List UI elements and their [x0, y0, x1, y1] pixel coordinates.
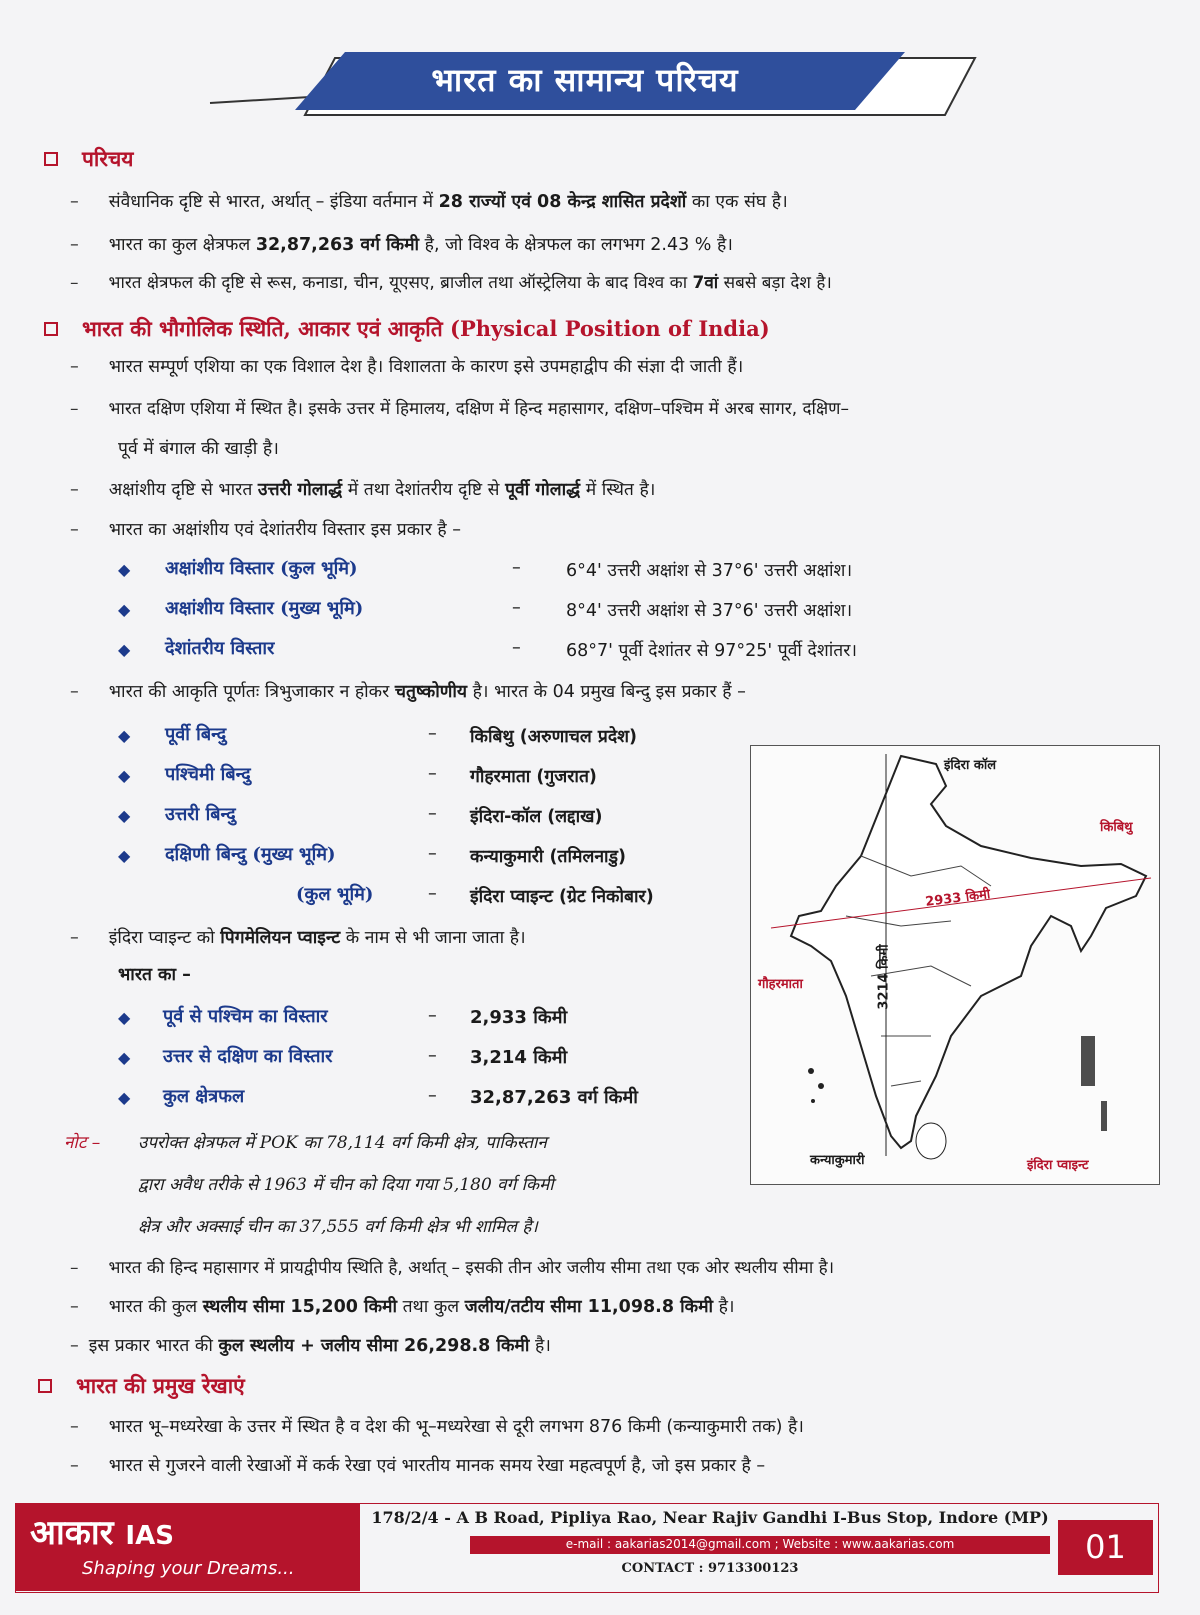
bold-text: उत्तरी गोलार्द्ध	[257, 480, 343, 500]
dash: –	[70, 399, 79, 419]
india-map	[750, 745, 1160, 1185]
geo-line-6	[70, 926, 526, 950]
bold-text: कुल स्थलीय + जलीय सीमा 26,298.8 किमी	[218, 1336, 530, 1356]
note-label: नोट –	[64, 1133, 101, 1153]
dim-sep: –	[428, 1086, 437, 1106]
point-sub-label: (कुल भूमि)	[296, 884, 374, 905]
extent-item	[118, 640, 130, 660]
intro-line-2	[70, 233, 733, 257]
point-sep: –	[428, 804, 437, 824]
text: भारत की आकृति पूर्णतः त्रिभुजाकार न होकर	[108, 682, 395, 702]
text: तथा कुल	[397, 1297, 465, 1317]
point-value	[470, 724, 637, 748]
text: में स्थित है।	[580, 480, 656, 500]
geo-line-5	[70, 680, 746, 704]
dash: –	[70, 480, 79, 500]
sri-lanka	[916, 1123, 946, 1159]
extent-label: अक्षांशीय विस्तार (कुल भूमि)	[165, 558, 358, 579]
text: संवैधानिक दृष्टि से भारत, अर्थात् – इंडिया वर्तमान में	[108, 192, 439, 212]
extent-label: देशांतरीय विस्तार	[165, 638, 275, 659]
heading-text: भारत की भौगोलिक स्थिति, आकार एवं आकृति	[82, 316, 443, 341]
geo-line-9	[70, 1295, 735, 1319]
extent-sep: –	[512, 638, 521, 658]
diamond-bullet-icon: ◆	[118, 560, 131, 579]
diamond-bullet-icon: ◆	[118, 1008, 131, 1027]
intro-line-1	[70, 190, 788, 214]
dim-sep: –	[428, 1046, 437, 1066]
point-label: पश्चिमी बिन्दु	[165, 764, 251, 785]
geo-line-2	[70, 397, 849, 421]
dim-label: कुल क्षेत्रफल	[163, 1086, 245, 1107]
text: भारत की कुल	[108, 1297, 203, 1317]
geo-line-10	[70, 1334, 551, 1358]
point-sep: –	[428, 844, 437, 864]
text: के नाम से भी जाना जाता है।	[340, 928, 526, 948]
note-line-1: उपरोक्त क्षेत्रफल में POK का 78,114 वर्ग किमी क्षेत्र, पाकिस्तान	[138, 1133, 547, 1153]
dim-label: उत्तर से दक्षिण का विस्तार	[163, 1046, 333, 1067]
point-value	[470, 884, 654, 908]
dim-sep: –	[428, 1006, 437, 1026]
intro-line-3	[70, 271, 832, 295]
map-label-indira-point: इंदिरा प्वाइन्ट	[1027, 1158, 1089, 1173]
extent-value: 68°7' पूर्वी देशांतर से 97°25' पूर्वी देशांतर।	[566, 641, 858, 661]
heading-english: (Physical Position of India)	[450, 316, 770, 341]
dash: –	[70, 1456, 79, 1476]
map-ew-distance: 2933 किमी	[924, 887, 992, 910]
footer-email-website: e-mail : aakarias2014@gmail.com ; Website : www.aakarias.com	[565, 1537, 955, 1551]
diamond-bullet-icon: ◆	[118, 806, 131, 825]
point-label: पूर्वी बिन्दु	[165, 724, 227, 745]
extent-value: 6°4' उत्तरी अक्षांश से 37°6' उत्तरी अक्षांश।	[566, 561, 853, 581]
text: भारत की हिन्द महासागर में प्रायद्वीपीय स्थिति है, अर्थात् – इसकी तीन ओर जलीय सीमा तथा एक ओर स्थलीय सीमा है।	[108, 1258, 835, 1278]
text: इस प्रकार भारत की	[88, 1336, 219, 1356]
diamond-bullet-icon: ◆	[118, 1048, 131, 1067]
diamond-bullet-icon: ◆	[118, 1088, 131, 1107]
text: भारत का कुल क्षेत्रफल	[108, 235, 256, 255]
text: में तथा देशांतरीय दृष्टि से	[342, 480, 506, 500]
logo-suffix: IAS	[125, 1521, 174, 1551]
extent-sep: –	[512, 558, 521, 578]
india-map-drawing	[751, 746, 1159, 1184]
lakshadweep	[818, 1083, 824, 1089]
text: है, जो विश्व के क्षेत्रफल का लगभग 2.43 % है।	[419, 235, 733, 255]
dash: –	[70, 682, 79, 702]
bold-text: पिगमेलियन प्वाइन्ट	[220, 928, 341, 948]
diamond-bullet-icon: ◆	[118, 600, 131, 619]
dim-item	[118, 1048, 130, 1068]
map-label-south: कन्याकुमारी	[810, 1153, 865, 1168]
text: है।	[713, 1297, 735, 1317]
andaman-islands	[1081, 1036, 1095, 1086]
bold-text: चतुष्कोणीय	[394, 682, 468, 702]
geo-line-7: भारत का –	[118, 965, 191, 985]
text: है। भारत के 04 प्रमुख बिन्दु इस प्रकार हैं –	[467, 682, 746, 702]
dim-label: पूर्व से पश्चिम का विस्तार	[163, 1006, 328, 1027]
text: इंदिरा प्वाइन्ट (ग्रेट निकोबार)	[470, 887, 654, 907]
dash: –	[70, 520, 79, 540]
dim-item	[118, 1088, 130, 1108]
diamond-bullet-icon: ◆	[118, 640, 131, 659]
point-sep: –	[428, 764, 437, 784]
diamond-bullet-icon: ◆	[118, 846, 131, 865]
dim-value: 32,87,263 वर्ग किमी	[470, 1087, 638, 1108]
text: भारत भू–मध्यरेखा के उत्तर में स्थित है व देश की भू–मध्यरेखा से दूरी लगभग 876 किमी (कन्याकुमारी तक) है।	[108, 1417, 804, 1437]
tagline: Shaping your Dreams...	[82, 1558, 295, 1579]
checkbox-icon	[44, 152, 58, 166]
text: किबिथु (अरुणाचल प्रदेश)	[470, 727, 638, 747]
text: अक्षांशीय दृष्टि से भारत	[108, 480, 258, 500]
text: इंदिरा प्वाइन्ट को	[108, 928, 221, 948]
checkbox-icon	[44, 322, 58, 336]
dim-item	[118, 1008, 130, 1028]
india-outline	[791, 756, 1146, 1148]
point-sep: –	[428, 884, 437, 904]
bold-text: जलीय/तटीय सीमा 11,098.8 किमी	[464, 1297, 714, 1317]
point-label: दक्षिणी बिन्दु (मुख्य भूमि)	[165, 844, 336, 865]
footer-address: 178/2/4 - A B Road, Pipliya Rao, Near Rajiv Gandhi I-Bus Stop, Indore (MP)	[371, 1508, 1049, 1527]
dash: –	[70, 1417, 79, 1437]
text: भारत दक्षिण एशिया में स्थित है। इसके उत्तर में हिमालय, दक्षिण में हिन्द महासागर, दक्षिण–पश्चिम में अरब सागर, दक्षिण–	[108, 399, 849, 419]
dash: –	[70, 1258, 79, 1278]
lakshadweep	[811, 1099, 815, 1103]
dash: –	[70, 1297, 79, 1317]
text: भारत का अक्षांशीय एवं देशांतरीय विस्तार इस प्रकार है –	[108, 520, 462, 540]
point-item	[118, 806, 130, 826]
map-label-north: इंदिरा कॉल	[944, 758, 997, 773]
geo-line-3	[70, 478, 655, 502]
bold-text: 7वां	[692, 273, 719, 293]
geo-line-4	[70, 518, 461, 542]
geo-line-2b: पूर्व में बंगाल की खाड़ी है।	[118, 439, 279, 459]
geo-line-1	[70, 355, 743, 379]
logo	[30, 1508, 174, 1554]
dash: –	[70, 357, 79, 377]
page-number: 01	[1058, 1520, 1153, 1575]
text: है।	[529, 1336, 551, 1356]
text: का एक संघ है।	[686, 192, 788, 212]
map-label-east: किबिथु	[1100, 820, 1133, 835]
point-item	[118, 766, 130, 786]
heading-text: परिचय	[82, 146, 134, 171]
page-title: भारत का सामान्य परिचय	[431, 61, 739, 99]
map-label-west: गौहरमाता	[758, 977, 803, 992]
map-ns-distance: 3214 किमी	[876, 944, 892, 1010]
footer-contact: CONTACT : 9713300123	[621, 1561, 799, 1576]
text: भारत क्षेत्रफल की दृष्टि से रूस, कनाडा, चीन, यूएसए, ब्राजील तथा ऑस्ट्रेलिया के बाद विश्व का	[108, 273, 693, 293]
dim-value: 2,933 किमी	[470, 1007, 568, 1028]
heading-text: भारत की प्रमुख रेखाएं	[76, 1373, 245, 1398]
logo-text: आकार	[30, 1513, 114, 1553]
dash: –	[70, 192, 79, 212]
geo-line-8	[70, 1256, 834, 1280]
bold-text: पूर्वी गोलार्द्ध	[505, 480, 581, 500]
point-item	[118, 726, 130, 746]
checkbox-icon	[38, 1379, 52, 1393]
bold-text: स्थलीय सीमा 15,200 किमी	[202, 1297, 398, 1317]
point-value	[470, 764, 597, 788]
text: सबसे बड़ा देश है।	[718, 273, 832, 293]
point-sep: –	[428, 724, 437, 744]
text: इंदिरा-कॉल (लद्दाख)	[470, 807, 603, 827]
extent-sep: –	[512, 598, 521, 618]
point-item	[118, 846, 130, 866]
section-heading-intro	[44, 145, 133, 173]
extent-value: 8°4' उत्तरी अक्षांश से 37°6' उत्तरी अक्षांश।	[566, 601, 853, 621]
lines-line-1	[70, 1415, 804, 1439]
nicobar-islands	[1101, 1101, 1107, 1131]
diamond-bullet-icon: ◆	[118, 766, 131, 785]
extent-label: अक्षांशीय विस्तार (मुख्य भूमि)	[165, 598, 364, 619]
text: कन्याकुमारी (तमिलनाडु)	[470, 847, 626, 867]
point-value	[470, 804, 602, 828]
extent-item	[118, 600, 130, 620]
section-heading-geo	[44, 315, 770, 343]
dash: –	[70, 1336, 79, 1356]
extent-item	[118, 560, 130, 580]
dim-value: 3,214 किमी	[470, 1047, 568, 1068]
point-label: उत्तरी बिन्दु	[165, 804, 236, 825]
text: गौहरमाता (गुजरात)	[470, 767, 597, 787]
dash: –	[70, 235, 79, 255]
bold-text: 32,87,263 वर्ग किमी	[255, 235, 420, 255]
dash: –	[70, 273, 79, 293]
bold-text: 28 राज्यों एवं 08 केन्द्र शासित प्रदेशों	[438, 192, 687, 212]
text: भारत से गुजरने वाली रेखाओं में कर्क रेखा एवं भारतीय मानक समय रेखा महत्वपूर्ण है, जो इस प्रकार है –	[108, 1456, 766, 1476]
point-value	[470, 844, 626, 868]
note-line-3: क्षेत्र और अक्साई चीन का 37,555 वर्ग किमी क्षेत्र भी शामिल है।	[138, 1217, 538, 1237]
text: भारत सम्पूर्ण एशिया का एक विशाल देश है। विशालता के कारण इसे उपमहाद्वीप की संज्ञा दी जाती हैं।	[108, 357, 744, 377]
lines-line-2	[70, 1454, 765, 1478]
lakshadweep	[808, 1068, 814, 1074]
diamond-bullet-icon: ◆	[118, 726, 131, 745]
note-line-2: द्वारा अवैध तरीके से 1963 में चीन को दिया गया 5,180 वर्ग किमी	[138, 1175, 554, 1195]
section-heading-lines	[38, 1372, 245, 1400]
dash: –	[70, 928, 79, 948]
